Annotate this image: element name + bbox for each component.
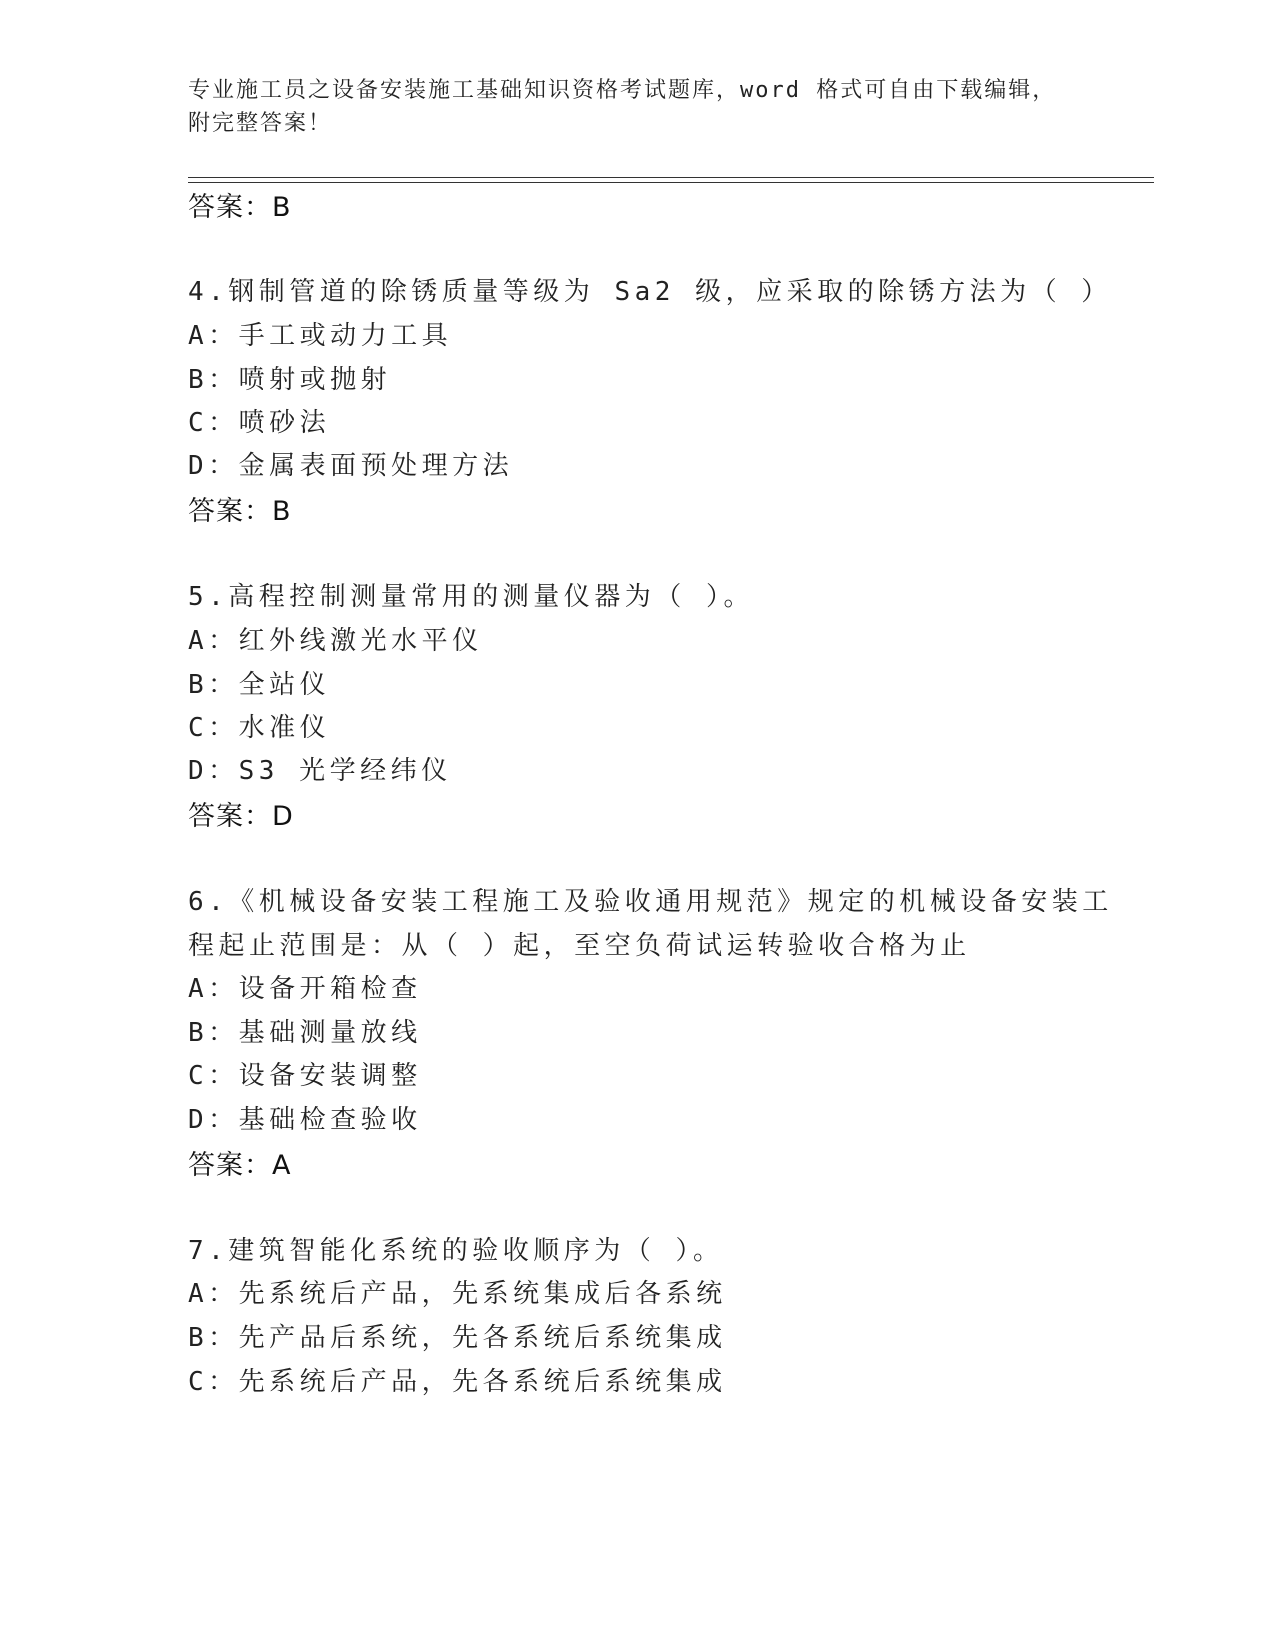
answer-label: 答案：B bbox=[188, 496, 292, 527]
option-c: C：水准仪 bbox=[188, 713, 331, 743]
header-line-1: 专业施工员之设备安装施工基础知识资格考试题库，word 格式可自由下载编辑， bbox=[188, 78, 1057, 103]
option-a: A：红外线激光水平仪 bbox=[188, 626, 483, 656]
question-stem: 4.钢制管道的除锈质量等级为 Sa2 级，应采取的除锈方法为（ ） bbox=[188, 277, 1112, 307]
option-b: B：先产品后系统，先各系统后系统集成 bbox=[188, 1323, 727, 1353]
option-a: A：手工或动力工具 bbox=[188, 321, 453, 351]
option-b: B：全站仪 bbox=[188, 670, 331, 700]
option-c: C：设备安装调整 bbox=[188, 1061, 422, 1091]
question-stem: 7.建筑智能化系统的验收顺序为（ ）。 bbox=[188, 1236, 724, 1266]
answer-label: 答案：B bbox=[188, 192, 292, 223]
option-c: C：先系统后产品，先各系统后系统集成 bbox=[188, 1367, 727, 1397]
question-stem: 5.高程控制测量常用的测量仪器为（ ）。 bbox=[188, 582, 754, 612]
option-b: B：基础测量放线 bbox=[188, 1018, 422, 1048]
option-a: A：设备开箱检查 bbox=[188, 974, 422, 1004]
option-d: D：金属表面预处理方法 bbox=[188, 451, 514, 481]
header-divider-top bbox=[188, 177, 1154, 178]
option-b: B：喷射或抛射 bbox=[188, 365, 392, 395]
header-divider-bottom bbox=[188, 182, 1154, 183]
option-c: C：喷砂法 bbox=[188, 408, 331, 438]
option-d: D：S3 光学经纬仪 bbox=[188, 756, 452, 786]
option-d: D：基础检查验收 bbox=[188, 1105, 422, 1135]
option-a: A：先系统后产品，先系统集成后各系统 bbox=[188, 1279, 727, 1309]
answer-label: 答案：A bbox=[188, 1150, 292, 1181]
document-header bbox=[188, 74, 1088, 140]
answer-label: 答案：D bbox=[188, 801, 294, 832]
header-line-2: 附完整答案！ bbox=[188, 111, 333, 136]
question-stem-continued: 程起止范围是：从（ ）起，至空负荷试运转验收合格为止 bbox=[188, 931, 971, 961]
question-stem: 6.《机械设备安装工程施工及验收通用规范》规定的机械设备安装工 bbox=[188, 887, 1113, 917]
